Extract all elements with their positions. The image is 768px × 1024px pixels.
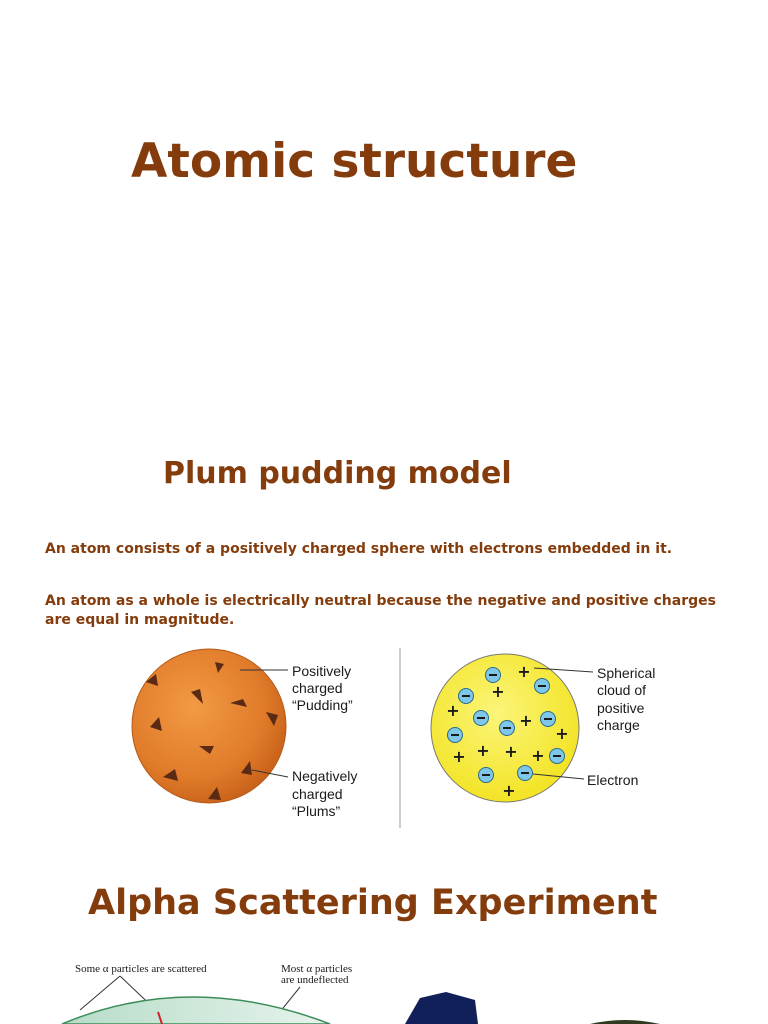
electron	[448, 728, 463, 743]
electron	[518, 766, 533, 781]
svg-text:+: +	[519, 711, 533, 730]
cloud-model-figure	[431, 654, 659, 802]
electron	[535, 679, 550, 694]
plum-pudding-heading: Plum pudding model	[163, 456, 512, 491]
svg-text:+: +	[491, 682, 505, 701]
svg-text:+: +	[446, 701, 460, 720]
detection-screen	[62, 997, 330, 1024]
plum-paragraph-2: An atom as a whole is electrically neutral because the negative and positive charges are equal in magnitude.	[45, 593, 716, 628]
pudding-model-figure	[132, 649, 361, 819]
source-part	[590, 1020, 660, 1024]
electron-label: Electron	[587, 772, 639, 788]
svg-text:+: +	[517, 662, 531, 681]
svg-text:+: +	[502, 781, 516, 800]
svg-text:+: +	[452, 747, 466, 766]
alpha-scattering-figure	[62, 963, 660, 1024]
svg-text:+: +	[504, 742, 518, 761]
plum-paragraph-1: An atom consists of a positively charged sphere with electrons embedded in it.	[45, 541, 673, 557]
electron	[474, 711, 489, 726]
scattered-label: Some α particles are scattered	[75, 963, 207, 975]
electron	[550, 749, 565, 764]
alpha-scattering-heading: Alpha Scattering Experiment	[88, 883, 658, 923]
cloud-label: Spherical cloud of positive charge	[597, 665, 656, 733]
electron	[479, 768, 494, 783]
pudding-label: Positively charged “Pudding”	[292, 663, 353, 713]
undeflected-label: Most α particles are undeflected	[281, 963, 353, 986]
plums-label: Negatively charged “Plums”	[292, 768, 358, 819]
svg-text:+: +	[476, 741, 490, 760]
page-title: Atomic structure	[131, 134, 578, 189]
electron	[541, 712, 556, 727]
electron	[500, 721, 515, 736]
electron	[459, 689, 474, 704]
gold-foil-block	[405, 992, 478, 1024]
svg-text:+: +	[555, 724, 569, 743]
pointer-line	[80, 976, 120, 1010]
electron	[486, 668, 501, 683]
svg-text:+: +	[531, 746, 545, 765]
